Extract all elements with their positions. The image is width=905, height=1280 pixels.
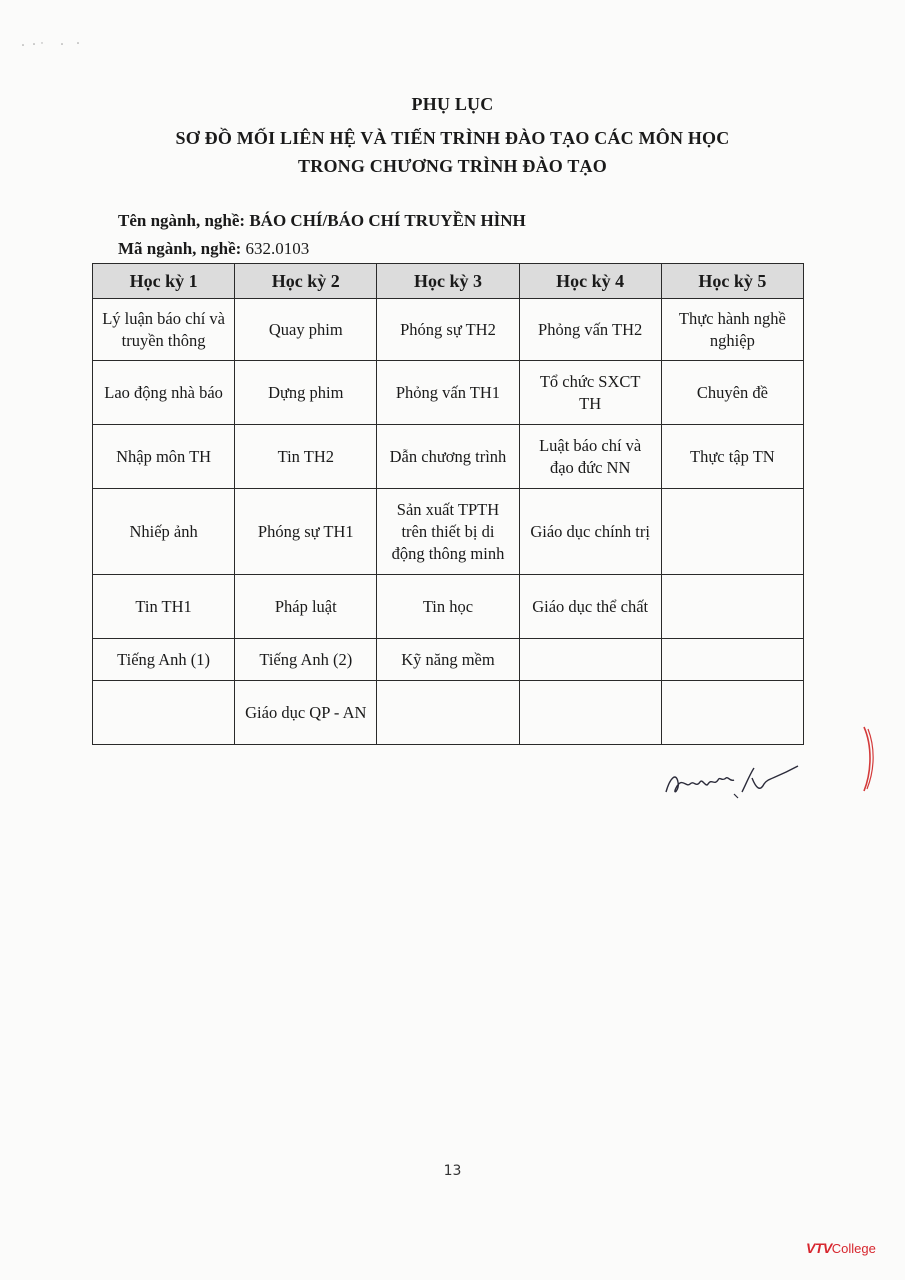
table-header-row [93, 264, 804, 299]
course-cell: Chuyên đề [661, 361, 803, 425]
course-cell: Lý luận báo chí và truyền thông [93, 299, 235, 361]
logo-brand: VTV [806, 1240, 832, 1256]
course-cell: Kỹ năng mềm [377, 639, 519, 681]
program-name-line [118, 211, 526, 231]
course-cell: Phỏng vấn TH1 [377, 361, 519, 425]
semester-header: Học kỳ 1 [93, 264, 235, 299]
course-cell: Tin học [377, 575, 519, 639]
semester-header: Học kỳ 5 [661, 264, 803, 299]
course-cell: Luật báo chí và đạo đức NN [519, 425, 661, 489]
course-cell: Pháp luật [235, 575, 377, 639]
course-cell [661, 639, 803, 681]
course-cell: Giáo dục thể chất [519, 575, 661, 639]
table-row [93, 489, 804, 575]
program-code-line [118, 239, 309, 259]
table-row [93, 361, 804, 425]
course-cell: Tổ chức SXCT TH [519, 361, 661, 425]
table-row [93, 639, 804, 681]
document-title-line-1: SƠ ĐỒ MỐI LIÊN HỆ VÀ TIẾN TRÌNH ĐÀO TẠO CÁC MÔN HỌC [175, 128, 730, 148]
course-cell: Tin TH1 [93, 575, 235, 639]
course-cell [377, 681, 519, 745]
program-code-label: Mã ngành, nghề: [118, 239, 242, 258]
course-cell: Dựng phim [235, 361, 377, 425]
course-cell: Phỏng vấn TH2 [519, 299, 661, 361]
course-cell [661, 681, 803, 745]
program-code-value: 632.0103 [245, 239, 310, 258]
course-cell: Nhập môn TH [93, 425, 235, 489]
course-cell [519, 639, 661, 681]
course-cell: Quay phim [235, 299, 377, 361]
table-row [93, 299, 804, 361]
course-cell: Tin TH2 [235, 425, 377, 489]
course-cell [93, 681, 235, 745]
appendix-heading: PHỤ LỤC [411, 94, 494, 114]
course-cell: Nhiếp ảnh [93, 489, 235, 575]
semester-header: Học kỳ 3 [377, 264, 519, 299]
course-cell [661, 575, 803, 639]
course-cell: Giáo dục chính trị [519, 489, 661, 575]
course-cell [661, 489, 803, 575]
semester-header: Học kỳ 2 [235, 264, 377, 299]
document-title-line-2: TRONG CHƯƠNG TRÌNH ĐÀO TẠO [298, 156, 607, 176]
course-cell: Tiếng Anh (2) [235, 639, 377, 681]
table-row [93, 575, 804, 639]
red-pen-mark [858, 725, 878, 800]
course-cell: Tiếng Anh (1) [93, 639, 235, 681]
vtv-college-logo [806, 1240, 876, 1256]
course-cell: Phóng sự TH1 [235, 489, 377, 575]
logo-suffix: College [831, 1241, 876, 1256]
course-cell: Lao động nhà báo [93, 361, 235, 425]
handwritten-signature [660, 758, 810, 813]
curriculum-table [92, 263, 804, 745]
table-row [93, 681, 804, 745]
scan-specks [20, 38, 90, 56]
program-name-label: Tên ngành, nghề: [118, 211, 246, 230]
page-number: 13 [443, 1163, 462, 1179]
table-row [93, 425, 804, 489]
course-cell: Thực tập TN [661, 425, 803, 489]
course-cell [519, 681, 661, 745]
program-name-value: BÁO CHÍ/BÁO CHÍ TRUYỀN HÌNH [249, 211, 526, 230]
course-cell: Sản xuất TPTH trên thiết bị di động thông minh [377, 489, 519, 575]
course-cell: Phóng sự TH2 [377, 299, 519, 361]
course-cell: Dẫn chương trình [377, 425, 519, 489]
course-cell: Thực hành nghề nghiệp [661, 299, 803, 361]
semester-header: Học kỳ 4 [519, 264, 661, 299]
course-cell: Giáo dục QP - AN [235, 681, 377, 745]
